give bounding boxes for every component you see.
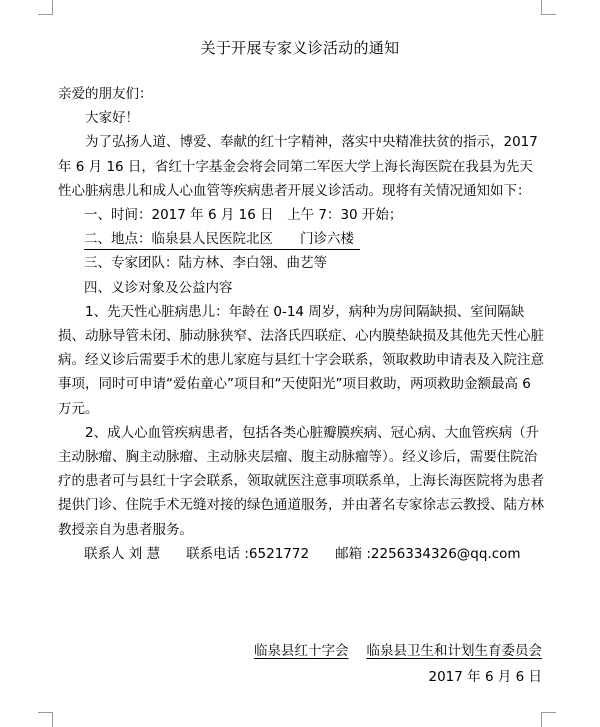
contact-phone: 联系电话 :6521772 xyxy=(186,545,310,562)
contact-email: 邮箱 :2256334326@qq.com xyxy=(335,545,521,562)
item-targets-heading: 四、义诊对象及公益内容 xyxy=(84,279,233,296)
paragraph-congenital: 1、先天性心脏病患儿：年龄在 0-14 周岁，病种为房间隔缺损、室间隔缺损、动脉导管未闭、肺动脉狭窄、法洛氏四联症、心内膜垫缺损及其他先天性心脏病。经义诊后需要手术的患儿家庭与县红十字会联系，领取救助申请表及入院注意事项，同时可申请“爱佑童心”项目和“天使阳光”项目救助，两项救助金额最高 6 万元。 xyxy=(58,303,544,417)
item-location xyxy=(58,227,546,251)
salutation: 亲爱的朋友们： xyxy=(58,86,153,102)
paragraph-adult: 2、成人心血管疾病患者，包括各类心脏瓣膜疾病、冠心病、大血管疾病（升主动脉瘤、胸主动脉瘤、主动脉夹层瘤、腹主动脉瘤等）。经义诊后，需要住院治疗的患者可与县红十字会联系，领取就医注意事项联系单，上海长海医院将为患者提供门诊、住院手术无缝对接的绿色通道服务，并由著名专家徐志云教授、陆方林教授亲自为患者服务。 xyxy=(58,424,544,538)
crop-mark-bottom-left xyxy=(38,712,53,727)
greeting: 大家好！ xyxy=(85,110,139,127)
item-team: 三、专家团队：陆方林、李白翎、曲艺等 xyxy=(84,255,327,272)
contact-person: 联系人 刘 慧 xyxy=(84,545,161,562)
crop-mark-top-right xyxy=(541,0,556,15)
notice-body xyxy=(58,82,546,566)
location-prefix: 二、地点： xyxy=(84,231,152,248)
notice-title: 关于开展专家义诊活动的通知 xyxy=(200,39,400,57)
crop-mark-top-left xyxy=(38,0,53,15)
signature-date: 2017 年 6 月 6 日 xyxy=(428,669,542,685)
signature-orgs xyxy=(254,638,542,664)
contact-line xyxy=(58,542,546,566)
item-time: 一、时间：2017 年 6 月 16 日 上午 7：30 开始； xyxy=(84,207,403,224)
crop-mark-bottom-right xyxy=(541,712,556,727)
intro-paragraph: 为了弘扬人道、博爱、奉献的红十字精神，落实中央精准扶贫的指示，2017 年 6 月 16 日，省红十字基金会将会同第二军医大学上海长海医院在我县为先天性心脏病患儿和成人心血管等疾病患者开展义诊活动。现将有关情况通知如下： xyxy=(58,134,538,199)
signature-org-health: 临泉县卫生和计划生育委员会 xyxy=(366,643,542,659)
signature-block xyxy=(254,638,542,690)
location-value: 临泉县人民医院北区 门诊六楼 xyxy=(151,231,354,248)
location-underline xyxy=(84,229,360,250)
signature-org-redcross: 临泉县红十字会 xyxy=(254,643,349,659)
